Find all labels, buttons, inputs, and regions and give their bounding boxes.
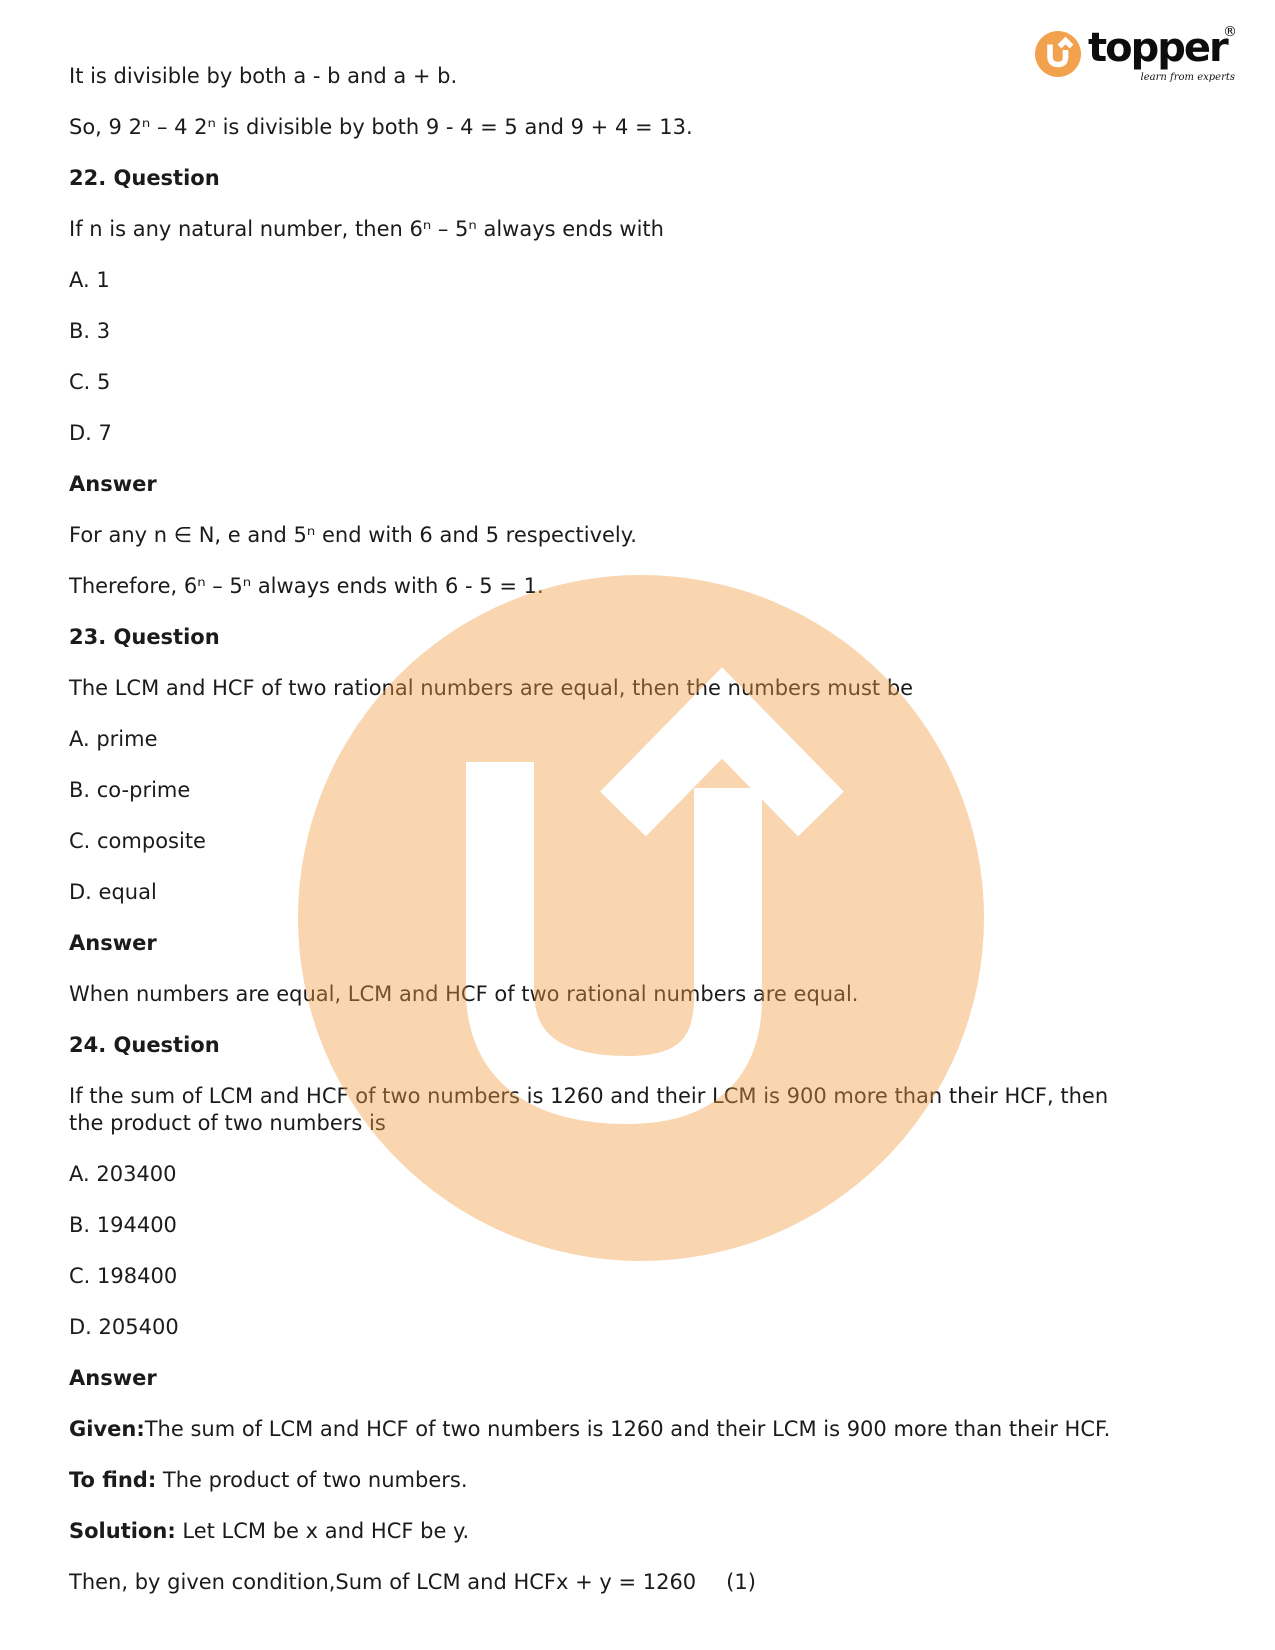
registered-trademark: ® — [1223, 24, 1237, 40]
option: B. co-prime — [69, 778, 191, 802]
question-heading: 24. Question — [69, 1033, 220, 1057]
answer-line-equation — [69, 1569, 1255, 1596]
answer-line-solution — [69, 1518, 1255, 1545]
answer-heading: Answer — [69, 931, 157, 955]
answer-line-tofind — [69, 1467, 1255, 1494]
solution-text: Let LCM be x and HCF be y. — [175, 1519, 470, 1543]
answer-line: When numbers are equal, LCM and HCF of two rational numbers are equal. — [69, 982, 859, 1006]
tofind-text: The product of two numbers. — [156, 1468, 468, 1492]
answer-heading: Answer — [69, 1366, 157, 1390]
option: A. 1 — [69, 268, 110, 292]
option: B. 194400 — [69, 1213, 177, 1237]
answer-heading: Answer — [69, 472, 157, 496]
document-content — [69, 63, 1255, 1620]
question-heading: 22. Question — [69, 166, 220, 190]
option: C. 198400 — [69, 1264, 178, 1288]
question-text: the product of two numbers is — [69, 1111, 386, 1135]
option: D. 205400 — [69, 1315, 179, 1339]
option: D. 7 — [69, 421, 112, 445]
option: D. equal — [69, 880, 157, 904]
equation-text: Then, by given condition,Sum of LCM and HCFx + y = 1260 — [69, 1570, 697, 1594]
question-text: The LCM and HCF of two rational numbers are equal, then the numbers must be — [69, 676, 914, 700]
solution-label: Solution: — [69, 1519, 176, 1543]
tofind-label: To find: — [69, 1468, 157, 1492]
brand-name: topper — [1088, 25, 1227, 71]
option: A. prime — [69, 727, 158, 751]
question-text: If n is any natural number, then 6ⁿ – 5ⁿ always ends with — [69, 217, 664, 241]
given-text: The sum of LCM and HCF of two numbers is 1260 and their LCM is 900 more than their HCF. — [144, 1417, 1111, 1441]
given-label: Given: — [69, 1417, 145, 1441]
answer-line: For any n ∈ N, e and 5ⁿ end with 6 and 5 respectively. — [69, 523, 637, 547]
intro-line: It is divisible by both a - b and a + b. — [69, 64, 458, 88]
option: B. 3 — [69, 319, 111, 343]
question-text: If the sum of LCM and HCF of two numbers is 1260 and their LCM is 900 more than their HCF, then — [69, 1084, 1109, 1108]
answer-line: Therefore, 6ⁿ – 5ⁿ always ends with 6 - 5 = 1. — [69, 574, 544, 598]
answer-line-given — [69, 1416, 1255, 1443]
equation-ref: (1) — [726, 1570, 756, 1594]
option: C. composite — [69, 829, 206, 853]
brand-tagline: learn from experts — [1140, 72, 1235, 83]
intro-line: So, 9 2ⁿ – 4 2ⁿ is divisible by both 9 - 4 = 5 and 9 + 4 = 13. — [69, 115, 693, 139]
option: A. 203400 — [69, 1162, 177, 1186]
option: C. 5 — [69, 370, 111, 394]
question-heading: 23. Question — [69, 625, 220, 649]
